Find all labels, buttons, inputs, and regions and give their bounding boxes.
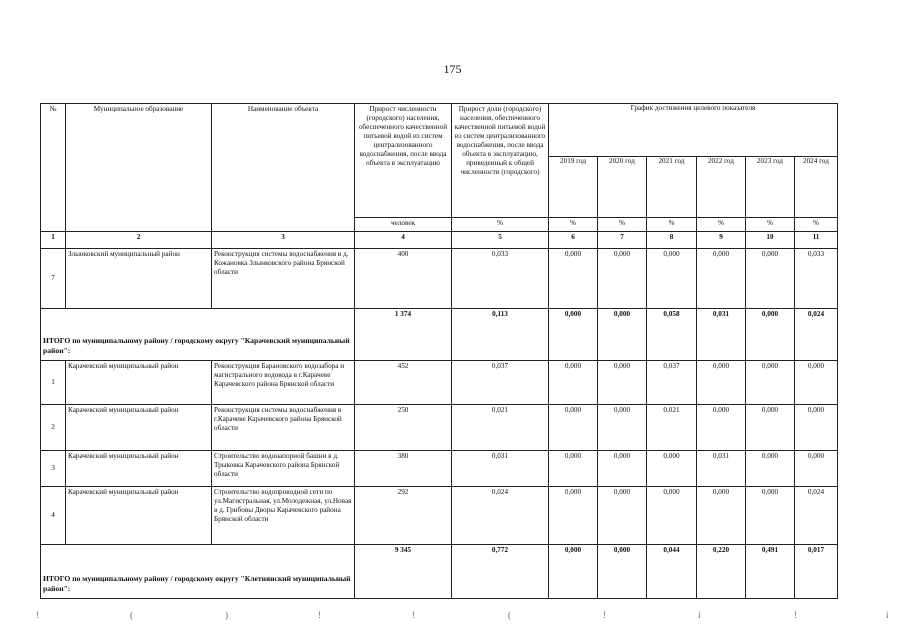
header-municipality: Муниципальное образование: [66, 104, 212, 232]
row-year-value: 0,000: [746, 249, 795, 309]
col-number: 11: [795, 232, 838, 249]
col-number: 3: [212, 232, 355, 249]
table-row: [41, 249, 838, 309]
row-share: 0,037: [452, 361, 549, 405]
table-row: [41, 451, 838, 487]
header-year: 2023 год: [746, 157, 795, 217]
total-year-value: 0,031: [697, 309, 746, 361]
row-municipality: Карачевский муниципальный район: [66, 451, 212, 487]
total-pop: 9 345: [355, 545, 452, 599]
total-year-value: 0,000: [746, 309, 795, 361]
row-object: Строительство водопроводной сети по ул.Магистральная, ул.Молодежная, ул.Новая в д. Грибовы Дворы Карачевского района Брянской области: [212, 487, 355, 545]
target-indicator-table: [40, 103, 838, 599]
row-pop: 380: [355, 451, 452, 487]
total-row: [41, 309, 838, 361]
table-row: [41, 361, 838, 405]
row-year-value: 0,000: [549, 451, 598, 487]
row-share: 0,031: [452, 451, 549, 487]
row-num: 2: [41, 405, 66, 451]
row-year-value: 0,000: [549, 249, 598, 309]
row-year-value: 0,000: [549, 487, 598, 545]
total-year-value: 0,044: [647, 545, 697, 599]
row-year-value: 0,033: [795, 249, 838, 309]
row-year-value: 0,000: [795, 451, 838, 487]
row-year-value: 0,000: [746, 487, 795, 545]
row-year-value: 0,021: [647, 405, 697, 451]
col-number: 6: [549, 232, 598, 249]
total-label: ИТОГО по муниципальному району / городскому округу "Карачевский муниципальный район":: [41, 309, 355, 361]
page-number: 175: [443, 62, 462, 76]
total-row: [41, 545, 838, 599]
row-share: 0,033: [452, 249, 549, 309]
row-share: 0,024: [452, 487, 549, 545]
row-year-value: 0,000: [746, 405, 795, 451]
col-number: 2: [66, 232, 212, 249]
unit-people: человек: [355, 218, 452, 232]
row-year-value: 0,000: [697, 487, 746, 545]
row-object: Реконструкция системы водоснабжения в д. Кожановка Злынковского района Брянской области: [212, 249, 355, 309]
col-number: 4: [355, 232, 452, 249]
header-object: Наименование объекта: [212, 104, 355, 232]
unit-pct: %: [647, 218, 697, 232]
header-schedule: [549, 104, 838, 218]
col-number: 1: [41, 232, 66, 249]
header-year: 2021 год: [647, 157, 697, 217]
row-object: Реконструкция Барановского водозабора и магистрального водовода в г.Карачеве Карачевского района Брянской области: [212, 361, 355, 405]
row-year-value: 0,000: [598, 487, 647, 545]
row-year-value: 0,037: [647, 361, 697, 405]
row-year-value: 0,000: [697, 249, 746, 309]
total-share: 0,772: [452, 545, 549, 599]
row-num: 3: [41, 451, 66, 487]
col-number: 9: [697, 232, 746, 249]
total-year-value: 0,000: [549, 545, 598, 599]
row-pop: 452: [355, 361, 452, 405]
header-schedule-title: График достижения целевого показателя: [630, 104, 756, 112]
unit-pct: %: [452, 218, 549, 232]
row-year-value: 0,000: [598, 451, 647, 487]
row-year-value: 0,000: [795, 361, 838, 405]
row-year-value: 0,000: [549, 405, 598, 451]
unit-pct: %: [746, 218, 795, 232]
row-municipality: Карачевский муниципальный район: [66, 405, 212, 451]
row-object: Реконструкция системы водоснабжения в г.Карачеве Карачевского района Брянской области: [212, 405, 355, 451]
total-year-value: 0,491: [746, 545, 795, 599]
row-object: Строительство водонапорной башни в д. Трыковка Карачевского района Брянской области: [212, 451, 355, 487]
unit-pct: %: [549, 218, 598, 232]
row-year-value: 0,000: [795, 405, 838, 451]
total-year-value: 0,024: [795, 309, 838, 361]
header-row: [41, 104, 838, 218]
row-year-value: 0,024: [795, 487, 838, 545]
row-num: 7: [41, 249, 66, 309]
total-year-value: 0,017: [795, 545, 838, 599]
row-year-value: 0,000: [647, 249, 697, 309]
header-pop-growth: Прирост численности (городского) населения, обеспеченного качественной питьевой водой из систем централизованного водоснабжения, после ввода объекта в эксплуатацию: [355, 104, 452, 218]
row-share: 0,021: [452, 405, 549, 451]
row-year-value: 0,000: [647, 487, 697, 545]
row-pop: 400: [355, 249, 452, 309]
header-year: 2022 год: [697, 157, 746, 217]
row-year-value: 0,000: [598, 405, 647, 451]
unit-pct: %: [697, 218, 746, 232]
total-year-value: 0,000: [598, 545, 647, 599]
row-year-value: 0,000: [697, 361, 746, 405]
total-year-value: 0,000: [549, 309, 598, 361]
col-number: 8: [647, 232, 697, 249]
col-number: 5: [452, 232, 549, 249]
total-label: ИТОГО по муниципальному району / городскому округу "Клетнянский муниципальный район":: [41, 545, 355, 599]
total-year-value: 0,000: [598, 309, 647, 361]
col-number: 10: [746, 232, 795, 249]
header-year: 2020 год: [598, 157, 647, 217]
row-municipality: Карачевский муниципальный район: [66, 487, 212, 545]
row-municipality: Карачевский муниципальный район: [66, 361, 212, 405]
col-number: 7: [598, 232, 647, 249]
table-row: [41, 487, 838, 545]
row-num: 4: [41, 487, 66, 545]
row-year-value: 0,000: [549, 361, 598, 405]
row-pop: 250: [355, 405, 452, 451]
row-municipality: Злынковский муниципальный район: [66, 249, 212, 309]
row-year-value: 0,000: [746, 451, 795, 487]
column-numbers-row: [41, 232, 838, 249]
header-year: 2024 год: [802, 157, 829, 165]
total-year-value: 0,220: [697, 545, 746, 599]
header-year: 2019 год: [549, 157, 598, 217]
header-share-growth: Прирост доли (городского) населения, обеспеченного качественной питьевой водой из систем централизованного водоснабжения, после ввода объекта в эксплуатацию, приведенный к общей численности (городского): [452, 104, 549, 218]
row-year-value: 0,000: [697, 405, 746, 451]
row-year-value: 0,000: [746, 361, 795, 405]
total-year-value: 0,058: [647, 309, 697, 361]
total-share: 0,113: [452, 309, 549, 361]
row-year-value: 0,000: [598, 249, 647, 309]
row-year-value: 0,031: [697, 451, 746, 487]
row-num: 1: [41, 361, 66, 405]
table-row: [41, 405, 838, 451]
row-pop: 292: [355, 487, 452, 545]
unit-pct: %: [598, 218, 647, 232]
total-pop: 1 374: [355, 309, 452, 361]
header-num: №: [41, 104, 66, 232]
row-year-value: 0,000: [598, 361, 647, 405]
unit-pct: %: [795, 218, 838, 232]
row-year-value: 0,000: [647, 451, 697, 487]
